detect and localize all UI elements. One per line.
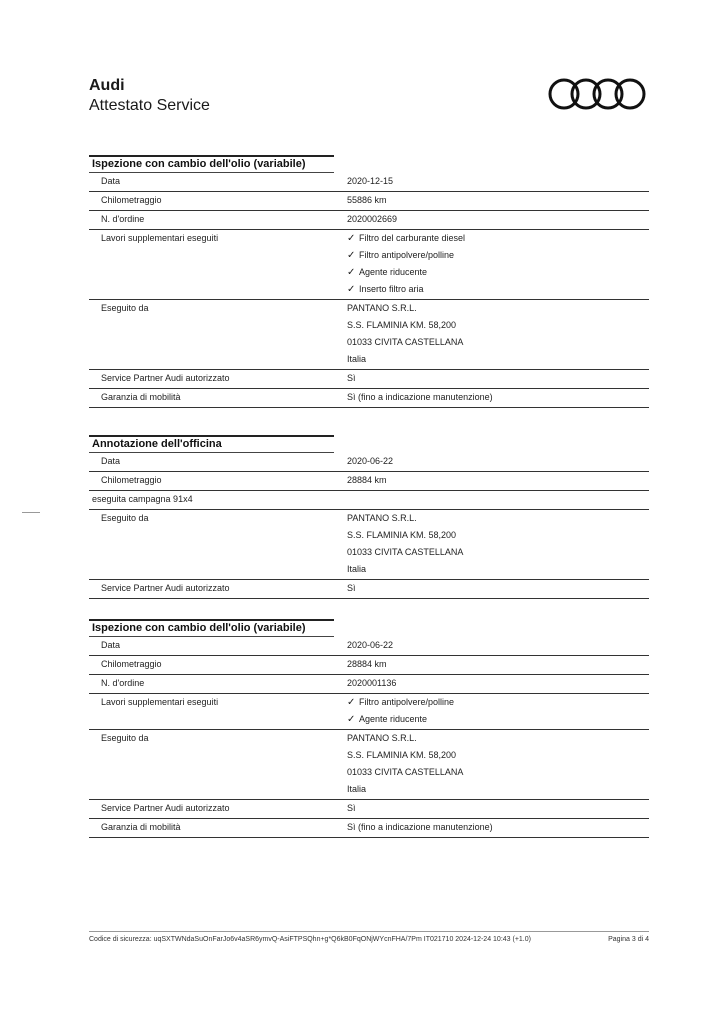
table-row — [89, 730, 649, 800]
table-row — [89, 491, 649, 510]
value-text: 55886 km — [347, 195, 387, 205]
value-line — [347, 264, 465, 281]
row-label: Data — [101, 456, 121, 466]
row-values — [347, 300, 463, 368]
table-row — [89, 800, 649, 819]
row-label: N. d'ordine — [101, 214, 145, 224]
value-text: Filtro del carburante diesel — [359, 233, 466, 243]
value-text: Sì (fino a indicazione manutenzione) — [347, 392, 493, 402]
table-row — [89, 656, 649, 675]
value-line — [347, 764, 463, 781]
table-row — [89, 370, 649, 389]
value-text: 2020-06-22 — [347, 640, 394, 650]
row-label: Service Partner Audi autorizzato — [101, 373, 230, 383]
row-label: eseguita campagna 91x4 — [92, 494, 193, 504]
value-text: 2020001136 — [347, 678, 397, 688]
value-line — [347, 781, 463, 798]
table-row — [89, 389, 649, 408]
value-line — [347, 230, 465, 247]
row-values — [347, 389, 493, 406]
row-values — [347, 730, 463, 798]
document-title: Attestato Service — [89, 97, 210, 114]
check-icon: ✓ — [347, 714, 356, 725]
row-label: Eseguito da — [101, 733, 149, 743]
value-line — [347, 351, 463, 368]
value-text: Filtro antipolvere/polline — [359, 697, 455, 707]
row-values — [347, 510, 463, 578]
row-values — [347, 694, 454, 728]
value-line — [347, 694, 454, 711]
value-text: 01033 CIVITA CASTELLANA — [347, 337, 464, 347]
value-line — [347, 510, 463, 527]
table-row — [89, 192, 649, 211]
row-values — [347, 192, 387, 209]
table-row — [89, 819, 649, 838]
value-line — [347, 281, 465, 298]
row-label: N. d'ordine — [101, 678, 145, 688]
value-text: Italia — [347, 354, 367, 364]
table-row — [89, 472, 649, 491]
value-text: Sì — [347, 373, 356, 383]
table-row — [89, 230, 649, 300]
row-values — [347, 472, 387, 489]
value-text: 28884 km — [347, 659, 387, 669]
row-values — [347, 675, 396, 692]
value-line — [347, 317, 463, 334]
value-text: PANTANO S.R.L. — [347, 513, 417, 523]
row-values — [347, 800, 356, 817]
section-title: Ispezione con cambio dell'olio (variabile) — [89, 619, 334, 637]
value-line — [347, 211, 397, 228]
table-row — [89, 211, 649, 230]
value-text: Italia — [347, 564, 367, 574]
row-label: Eseguito da — [101, 513, 149, 523]
table-row — [89, 510, 649, 580]
table-row — [89, 580, 649, 599]
value-line — [347, 800, 356, 817]
row-label: Eseguito da — [101, 303, 149, 313]
row-label: Garanzia di mobilità — [101, 392, 181, 402]
row-label: Data — [101, 176, 121, 186]
value-line — [347, 711, 454, 728]
row-values — [347, 230, 465, 298]
check-icon: ✓ — [347, 284, 356, 295]
row-label: Service Partner Audi autorizzato — [101, 803, 230, 813]
value-text: Sì — [347, 803, 356, 813]
footer-divider — [89, 931, 649, 932]
security-code: Codice di sicurezza: uqSXTWNdaSuOnFarJo6v4aSR6ymvQ-AsiFTPSQhn+g*Q6kB0FqONjWYcnFHA/7Pm IT021710 2024-12-24 10:43 (+1.0) — [89, 936, 531, 943]
value-text: 2020-12-15 — [347, 176, 394, 186]
check-icon: ✓ — [347, 233, 356, 244]
value-text: PANTANO S.R.L. — [347, 733, 417, 743]
row-values — [347, 370, 356, 387]
value-text: Filtro antipolvere/polline — [359, 250, 455, 260]
value-line — [347, 173, 393, 190]
row-label: Service Partner Audi autorizzato — [101, 583, 230, 593]
table-row — [89, 300, 649, 370]
value-line — [347, 675, 396, 692]
row-values — [347, 453, 393, 470]
page-number: Pagina 3 di 4 — [608, 936, 649, 943]
table-row — [89, 173, 649, 192]
row-values — [347, 637, 393, 654]
row-label: Lavori supplementari eseguiti — [101, 697, 219, 707]
row-label: Data — [101, 640, 121, 650]
row-values — [347, 173, 393, 190]
row-values — [347, 656, 387, 673]
value-text: 28884 km — [347, 475, 387, 485]
value-text: S.S. FLAMINIA KM. 58,200 — [347, 320, 457, 330]
value-line — [347, 389, 493, 406]
value-line — [347, 334, 463, 351]
value-line — [347, 747, 463, 764]
audi-rings-logo — [546, 76, 650, 112]
row-values — [347, 211, 397, 228]
value-text: S.S. FLAMINIA KM. 58,200 — [347, 750, 457, 760]
check-icon: ✓ — [347, 267, 356, 278]
brand-block — [89, 77, 210, 116]
row-label: Chilometraggio — [101, 475, 162, 485]
row-values — [347, 819, 493, 836]
check-icon: ✓ — [347, 250, 356, 261]
row-label: Lavori supplementari eseguiti — [101, 233, 219, 243]
table-row — [89, 694, 649, 730]
value-line — [347, 730, 463, 747]
value-line — [347, 580, 356, 597]
value-line — [347, 192, 387, 209]
value-text: Agente riducente — [359, 267, 428, 277]
value-line — [347, 656, 387, 673]
row-label: Chilometraggio — [101, 195, 162, 205]
section-title: Annotazione dell'officina — [89, 435, 334, 453]
value-line — [347, 819, 493, 836]
value-text: 2020-06-22 — [347, 456, 394, 466]
value-text: Agente riducente — [359, 714, 428, 724]
section — [89, 619, 649, 838]
row-values — [347, 580, 356, 597]
table-row — [89, 675, 649, 694]
value-line — [347, 453, 393, 470]
row-label: Chilometraggio — [101, 659, 162, 669]
section — [89, 155, 649, 408]
value-text: Inserto filtro aria — [359, 284, 424, 294]
value-line — [347, 247, 465, 264]
value-text: S.S. FLAMINIA KM. 58,200 — [347, 530, 457, 540]
value-text: 01033 CIVITA CASTELLANA — [347, 767, 464, 777]
value-line — [347, 527, 463, 544]
scan-mark — [22, 512, 40, 513]
value-text: Sì (fino a indicazione manutenzione) — [347, 822, 493, 832]
table-row — [89, 637, 649, 656]
value-text: Italia — [347, 784, 367, 794]
value-text: Sì — [347, 583, 356, 593]
check-icon: ✓ — [347, 697, 356, 708]
value-line — [347, 300, 463, 317]
table-row — [89, 453, 649, 472]
value-line — [347, 370, 356, 387]
value-text: 2020002669 — [347, 214, 398, 224]
row-label: Garanzia di mobilità — [101, 822, 181, 832]
section-title: Ispezione con cambio dell'olio (variabile) — [89, 155, 334, 173]
value-line — [347, 561, 463, 578]
value-line — [347, 637, 393, 654]
value-text: PANTANO S.R.L. — [347, 303, 417, 313]
section — [89, 435, 649, 599]
value-text: 01033 CIVITA CASTELLANA — [347, 547, 464, 557]
brand-name: Audi — [89, 77, 125, 94]
value-line — [347, 544, 463, 561]
value-line — [347, 472, 387, 489]
